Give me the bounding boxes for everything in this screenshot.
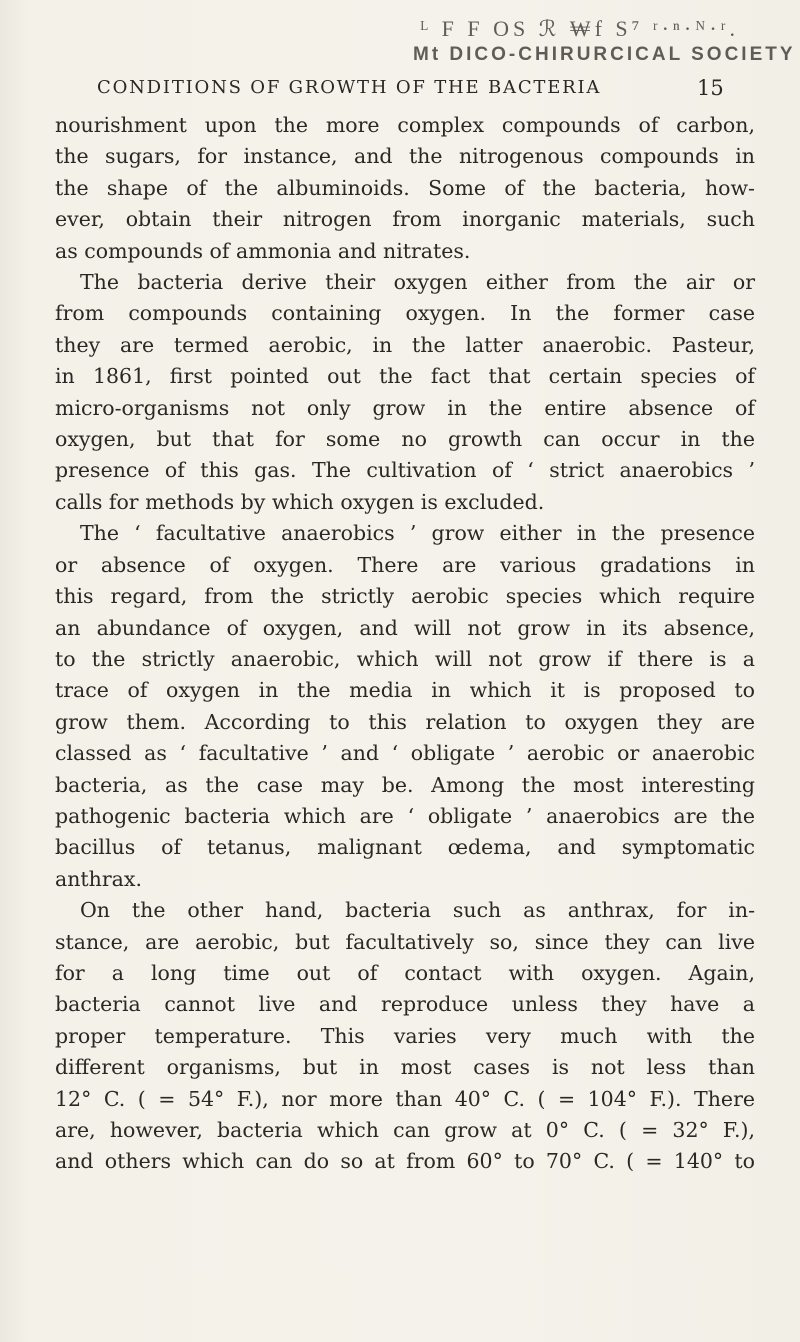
running-title: CONDITIONS OF GROWTH OF THE BACTERIA [97, 77, 602, 98]
text-line: bacteria, as the case may be. Among the most interesting [55, 772, 755, 797]
text-line: the sugars, for instance, and the nitrogenous compounds in [55, 144, 755, 169]
text-line: the shape of the albuminoids. Some of the bacteria, how- [55, 175, 755, 200]
text-line: The bacteria derive their oxygen either from the air or [80, 270, 755, 295]
text-line: an abundance of oxygen, and will not grow in its absence, [55, 615, 755, 640]
library-stamp-line-2: Mt DICO-CHIRURCICAL SOCIETY [413, 44, 796, 65]
text-line: different organisms, but in most cases is not less than [55, 1055, 755, 1080]
text-line: for a long time out of contact with oxygen. Again, [55, 960, 755, 985]
text-line: proper temperature. This varies very much with the [55, 1023, 755, 1048]
text-line: pathogenic bacteria which are ‘ obligate ’ anaerobics are the [55, 803, 755, 828]
text-line: in 1861, first pointed out the fact that certain species of [55, 364, 755, 389]
text-line: they are termed aerobic, in the latter anaerobic. Pasteur, [55, 332, 755, 357]
text-line: stance, are aerobic, but facultatively so, since they can live [55, 929, 755, 954]
text-line: are, however, bacteria which can grow at 0° C. ( = 32° F.), [55, 1118, 755, 1142]
text-line: as compounds of ammonia and nitrates. [55, 238, 471, 263]
text-line: The ‘ facultative anaerobics ’ grow either in the presence [80, 521, 755, 546]
text-line: ever, obtain their nitrogen from inorganic materials, such [55, 207, 755, 232]
library-stamp-line-1: ᴸ F F OS ℛ ₩f S⁷ ʳ·ⁿ·ᴺ·ʳ. [420, 16, 739, 41]
page-number: 15 [697, 76, 724, 100]
text-line: 12° C. ( = 54° F.), nor more than 40° C. ( = 104° F.). There [55, 1086, 755, 1111]
text-line: and others which can do so at from 60° to 70° C. ( = 140° to [55, 1149, 755, 1174]
text-line: oxygen, but that for some no growth can occur in the [55, 427, 755, 452]
text-line: or absence of oxygen. There are various gradations in [55, 552, 755, 577]
text-line: anthrax. [55, 866, 142, 891]
text-line: bacteria cannot live and reproduce unless they have a [55, 992, 755, 1017]
text-line: calls for methods by which oxygen is excluded. [55, 489, 545, 514]
text-line: this regard, from the strictly aerobic species which require [55, 584, 755, 609]
text-line: micro-organisms not only grow in the entire absence of [55, 395, 755, 420]
text-line: classed as ‘ facultative ’ and ‘ obligate ’ aerobic or anaerobic [55, 741, 755, 766]
text-line: from compounds containing oxygen. In the former case [55, 301, 755, 326]
text-line: presence of this gas. The cultivation of ‘ strict anaerobics ’ [55, 458, 755, 483]
text-line: On the other hand, bacteria such as anthrax, for in- [80, 898, 755, 923]
text-line: to the strictly anaerobic, which will not grow if there is a [55, 646, 755, 671]
body-text [55, 110, 755, 1178]
text-line: nourishment upon the more complex compounds of carbon, [55, 113, 755, 137]
text-line: bacillus of tetanus, malignant œdema, and symptomatic [55, 835, 755, 860]
text-line: grow them. According to this relation to oxygen they are [55, 709, 755, 734]
text-line: trace of oxygen in the media in which it is proposed to [55, 678, 755, 703]
